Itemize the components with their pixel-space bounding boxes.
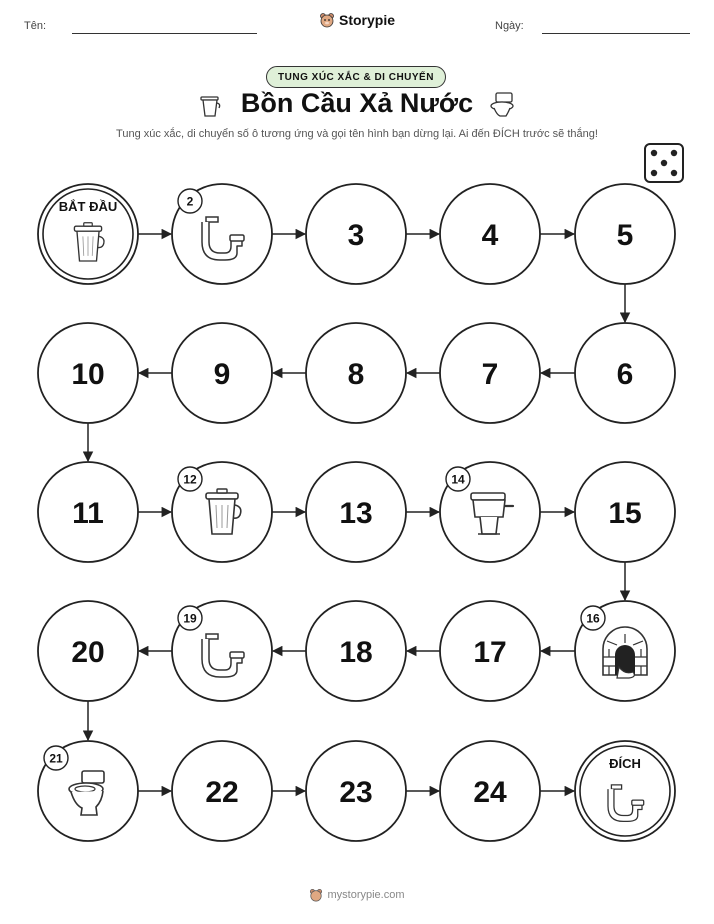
- board-cell-25[interactable]: [575, 741, 675, 841]
- board-cell-1[interactable]: [38, 184, 138, 284]
- page-title: Bồn Cầu Xả Nước: [240, 88, 474, 118]
- cell-number: 12: [183, 472, 197, 487]
- cell-number: 9: [213, 358, 231, 391]
- board-cell-15[interactable]: [575, 462, 675, 562]
- cell-number: 5: [616, 219, 634, 252]
- footer-site: mystorypie.com: [327, 889, 405, 901]
- activity-tag: TUNG XÚC XẮC & DI CHUYỂN: [266, 66, 446, 88]
- cell-number: 11: [72, 497, 104, 530]
- board-cell-5[interactable]: [575, 184, 675, 284]
- cell-number: 23: [339, 776, 373, 809]
- cell-number: 8: [347, 358, 365, 391]
- start-label: BẮT ĐẦU: [58, 199, 118, 214]
- board-cell-20[interactable]: [38, 601, 138, 701]
- board-cell-13[interactable]: [306, 462, 406, 562]
- board-cell-9[interactable]: [172, 323, 272, 423]
- board-cell-4[interactable]: [440, 184, 540, 284]
- sewer-tunnel-icon: [603, 627, 647, 678]
- board-cell-11[interactable]: [38, 462, 138, 562]
- cell-number: 24: [473, 776, 507, 809]
- cell-number: 2: [186, 194, 194, 209]
- bear-icon: [309, 888, 323, 902]
- instructions: Tung xúc xắc, di chuyển số ô tương ứng và gọi tên hình bạn dừng lại. Ai đến ĐÍCH trước sẽ thắng!: [116, 128, 598, 140]
- cell-number: 7: [481, 358, 499, 391]
- finish-label: ĐÍCH: [609, 756, 641, 771]
- board-cell-22[interactable]: [172, 741, 272, 841]
- footer: [0, 888, 714, 905]
- board-cell-10[interactable]: [38, 323, 138, 423]
- cell-number: 15: [608, 497, 642, 530]
- cell-number: 3: [347, 219, 365, 252]
- cell-number: 21: [49, 751, 63, 766]
- cell-number: 4: [481, 219, 499, 252]
- cell-number: 14: [451, 472, 465, 487]
- board-cell-12[interactable]: [172, 462, 272, 562]
- board-cell-19[interactable]: [172, 601, 272, 701]
- brand-name: Storypie: [338, 12, 395, 28]
- cell-number: 16: [586, 611, 600, 626]
- board-cell-6[interactable]: [575, 323, 675, 423]
- cell-number: 18: [339, 636, 373, 669]
- cell-number: 19: [183, 611, 197, 626]
- board-cell-7[interactable]: [440, 323, 540, 423]
- cell-number: 20: [71, 636, 105, 669]
- board-cell-21[interactable]: [38, 741, 138, 841]
- board-cell-23[interactable]: [306, 741, 406, 841]
- cell-number: 10: [71, 358, 105, 391]
- board-cell-18[interactable]: [306, 601, 406, 701]
- board-cell-17[interactable]: [440, 601, 540, 701]
- board-cell-2[interactable]: [172, 184, 272, 284]
- board-cell-14[interactable]: [440, 462, 540, 562]
- cell-number: 22: [205, 776, 239, 809]
- cell-number: 6: [616, 358, 634, 391]
- cell-number: 17: [473, 636, 507, 669]
- date-label: Ngày:: [495, 20, 524, 32]
- board-cell-24[interactable]: [440, 741, 540, 841]
- board-cell-3[interactable]: [306, 184, 406, 284]
- name-label: Tên:: [24, 20, 47, 32]
- board-cell-8[interactable]: [306, 323, 406, 423]
- cell-number: 13: [339, 497, 373, 530]
- board-cell-16[interactable]: [575, 601, 675, 701]
